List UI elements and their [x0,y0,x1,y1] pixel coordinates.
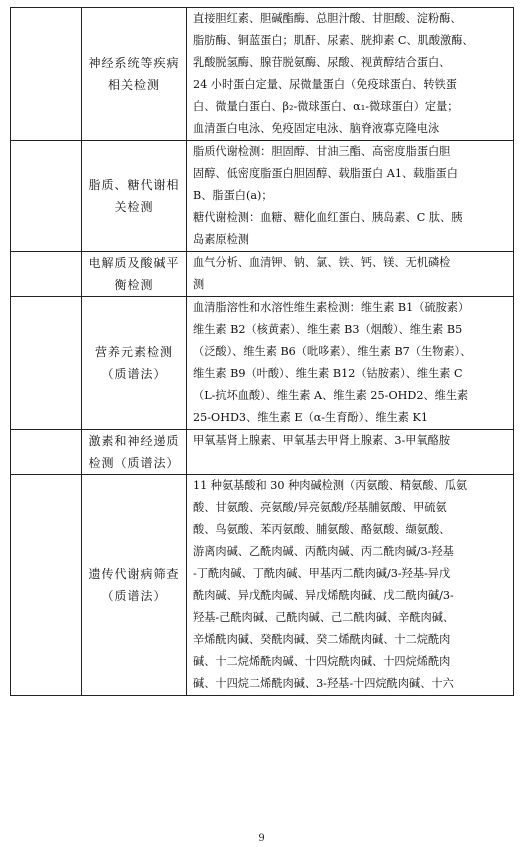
content-line: 辛烯酰肉碱、癸酰肉碱、癸二烯酰肉碱、十二烷酰肉 [193,633,451,646]
content-line: 酸、鸟氨酸、苯丙氨酸、脯氨酸、酪氨酸、缬氨酸、 [193,523,451,536]
content-cell [187,141,514,252]
table-row [11,8,514,141]
test-items-table [10,7,514,696]
content-cell [187,430,514,475]
category-line: 相关检测 [107,78,160,92]
content-line: 乳酸脱氢酶、腺苷脱氨酶、尿酸、视黄醇结合蛋白、 [193,56,451,69]
content-line: （L-抗坏血酸）、维生素 A、维生素 25-OHD2、维生素 [193,389,469,402]
category-cell [82,8,187,141]
content-line: 脂肪酶、铜蓝蛋白；肌酐、尿素、胱抑素 C、肌酸激酶、 [193,34,474,47]
category-line: 衡检测 [114,278,154,292]
category-cell [82,475,187,696]
content-text [187,297,513,429]
content-line: 血清脂溶性和水溶性维生素检测：维生素 B1（硫胺素） [193,301,470,314]
content-line: 糖代谢检测：血糖、糖化血红蛋白、胰岛素、C 肽、胰 [193,211,463,224]
page-number: 9 [258,833,265,844]
blank-cell [11,252,82,297]
content-line: 岛素原检测 [193,233,249,246]
category-line: （质谱法） [101,367,167,381]
category-line: 遗传代谢病筛查 [88,567,180,581]
category-label [82,252,186,296]
table-row [11,297,514,430]
category-label [82,174,186,218]
table-row [11,252,514,297]
blank-cell [11,8,82,141]
content-cell [187,8,514,141]
category-label [82,430,186,474]
category-line: 神经系统等疾病 [88,56,180,70]
content-line: 甲氧基肾上腺素、甲氧基去甲肾上腺素、3-甲氧酪胺 [193,434,451,447]
content-text [187,475,513,695]
content-line: 25-OHD3、维生素 E（α-生育酚）、维生素 K1 [193,411,428,424]
content-line: 碱、十二烷烯酰肉碱、十四烷酰肉碱、十四烷烯酰肉 [193,655,451,668]
category-line: 激素和神经递质 [88,434,180,448]
content-line: 酰肉碱、异戊酰肉碱、异戊烯酰肉碱、戊二酰肉碱/3- [193,589,454,602]
category-cell [82,141,187,252]
content-line: 游离肉碱、乙酰肉碱、丙酰肉碱、丙二酰肉碱/3-羟基 [193,545,454,558]
content-line: 脂质代谢检测：胆固醇、甘油三酯、高密度脂蛋白胆 [193,145,451,158]
content-line: 24 小时蛋白定量、尿微量蛋白（免疫球蛋白、转铁蛋 [193,78,457,91]
content-text [187,252,513,296]
content-line: B、脂蛋白(a)； [193,189,273,202]
content-line: （泛酸）、维生素 B6（吡哆素）、维生素 B7（生物素）、 [193,345,472,358]
category-line: 电解质及酸碱平 [88,256,180,270]
category-line: 营养元素检测 [94,345,173,359]
category-label [82,341,186,385]
blank-cell [11,430,82,475]
content-line: 固醇、低密度脂蛋白胆固醇、载脂蛋白 A1、载脂蛋白 [193,167,458,180]
content-line: 维生素 B2（核黄素）、维生素 B3（烟酸）、维生素 B5 [193,323,463,336]
category-line: （质谱法） [101,589,167,603]
category-line: 关检测 [114,200,154,214]
table-row [11,430,514,475]
content-line: 直接胆红素、胆碱酯酶、总胆汁酸、甘胆酸、淀粉酶、 [193,12,462,25]
content-cell [187,475,514,696]
content-text [187,8,513,140]
table-row [11,475,514,696]
content-line: 血清蛋白电泳、免疫固定电泳、脑脊液寡克隆电泳 [193,122,440,135]
content-line: 白、微量白蛋白、β₂-微球蛋白、α₁-微球蛋白）定量； [193,100,459,113]
content-line: 碱、十四烷二烯酰肉碱、3-羟基-十四烷酰肉碱、十六 [193,677,454,690]
content-line: 羟基-己酰肉碱、己酰肉碱、己二酰肉碱、辛酰肉碱、 [193,611,455,624]
category-cell [82,430,187,475]
content-line: 维生素 B9（叶酸）、维生素 B12（钴胺素）、维生素 C [193,367,463,380]
content-text [187,141,513,251]
content-line: 11 种氨基酸和 30 种肉碱检测（丙氨酸、精氨酸、瓜氨 [193,479,468,492]
category-label [82,52,186,96]
content-text [187,430,513,452]
content-cell [187,252,514,297]
table-row [11,141,514,252]
category-line: 脂质、糖代谢相 [88,178,180,192]
category-cell [82,297,187,430]
category-cell [82,252,187,297]
category-label [82,563,186,607]
content-line: 酸、甘氨酸、亮氨酸/异亮氨酸/羟基脯氨酸、甲硫氨 [193,501,447,514]
content-cell [187,297,514,430]
category-line: 检测（质谱法） [88,456,180,470]
content-line: 血气分析、血清钾、钠、氯、铁、钙、镁、无机磷检 [193,256,451,269]
blank-cell [11,475,82,696]
content-line: 测 [193,278,205,291]
blank-cell [11,297,82,430]
blank-cell [11,141,82,252]
content-line: -丁酰肉碱、丁酰肉碱、甲基丙二酰肉碱/3-羟基-异戊 [193,567,451,580]
